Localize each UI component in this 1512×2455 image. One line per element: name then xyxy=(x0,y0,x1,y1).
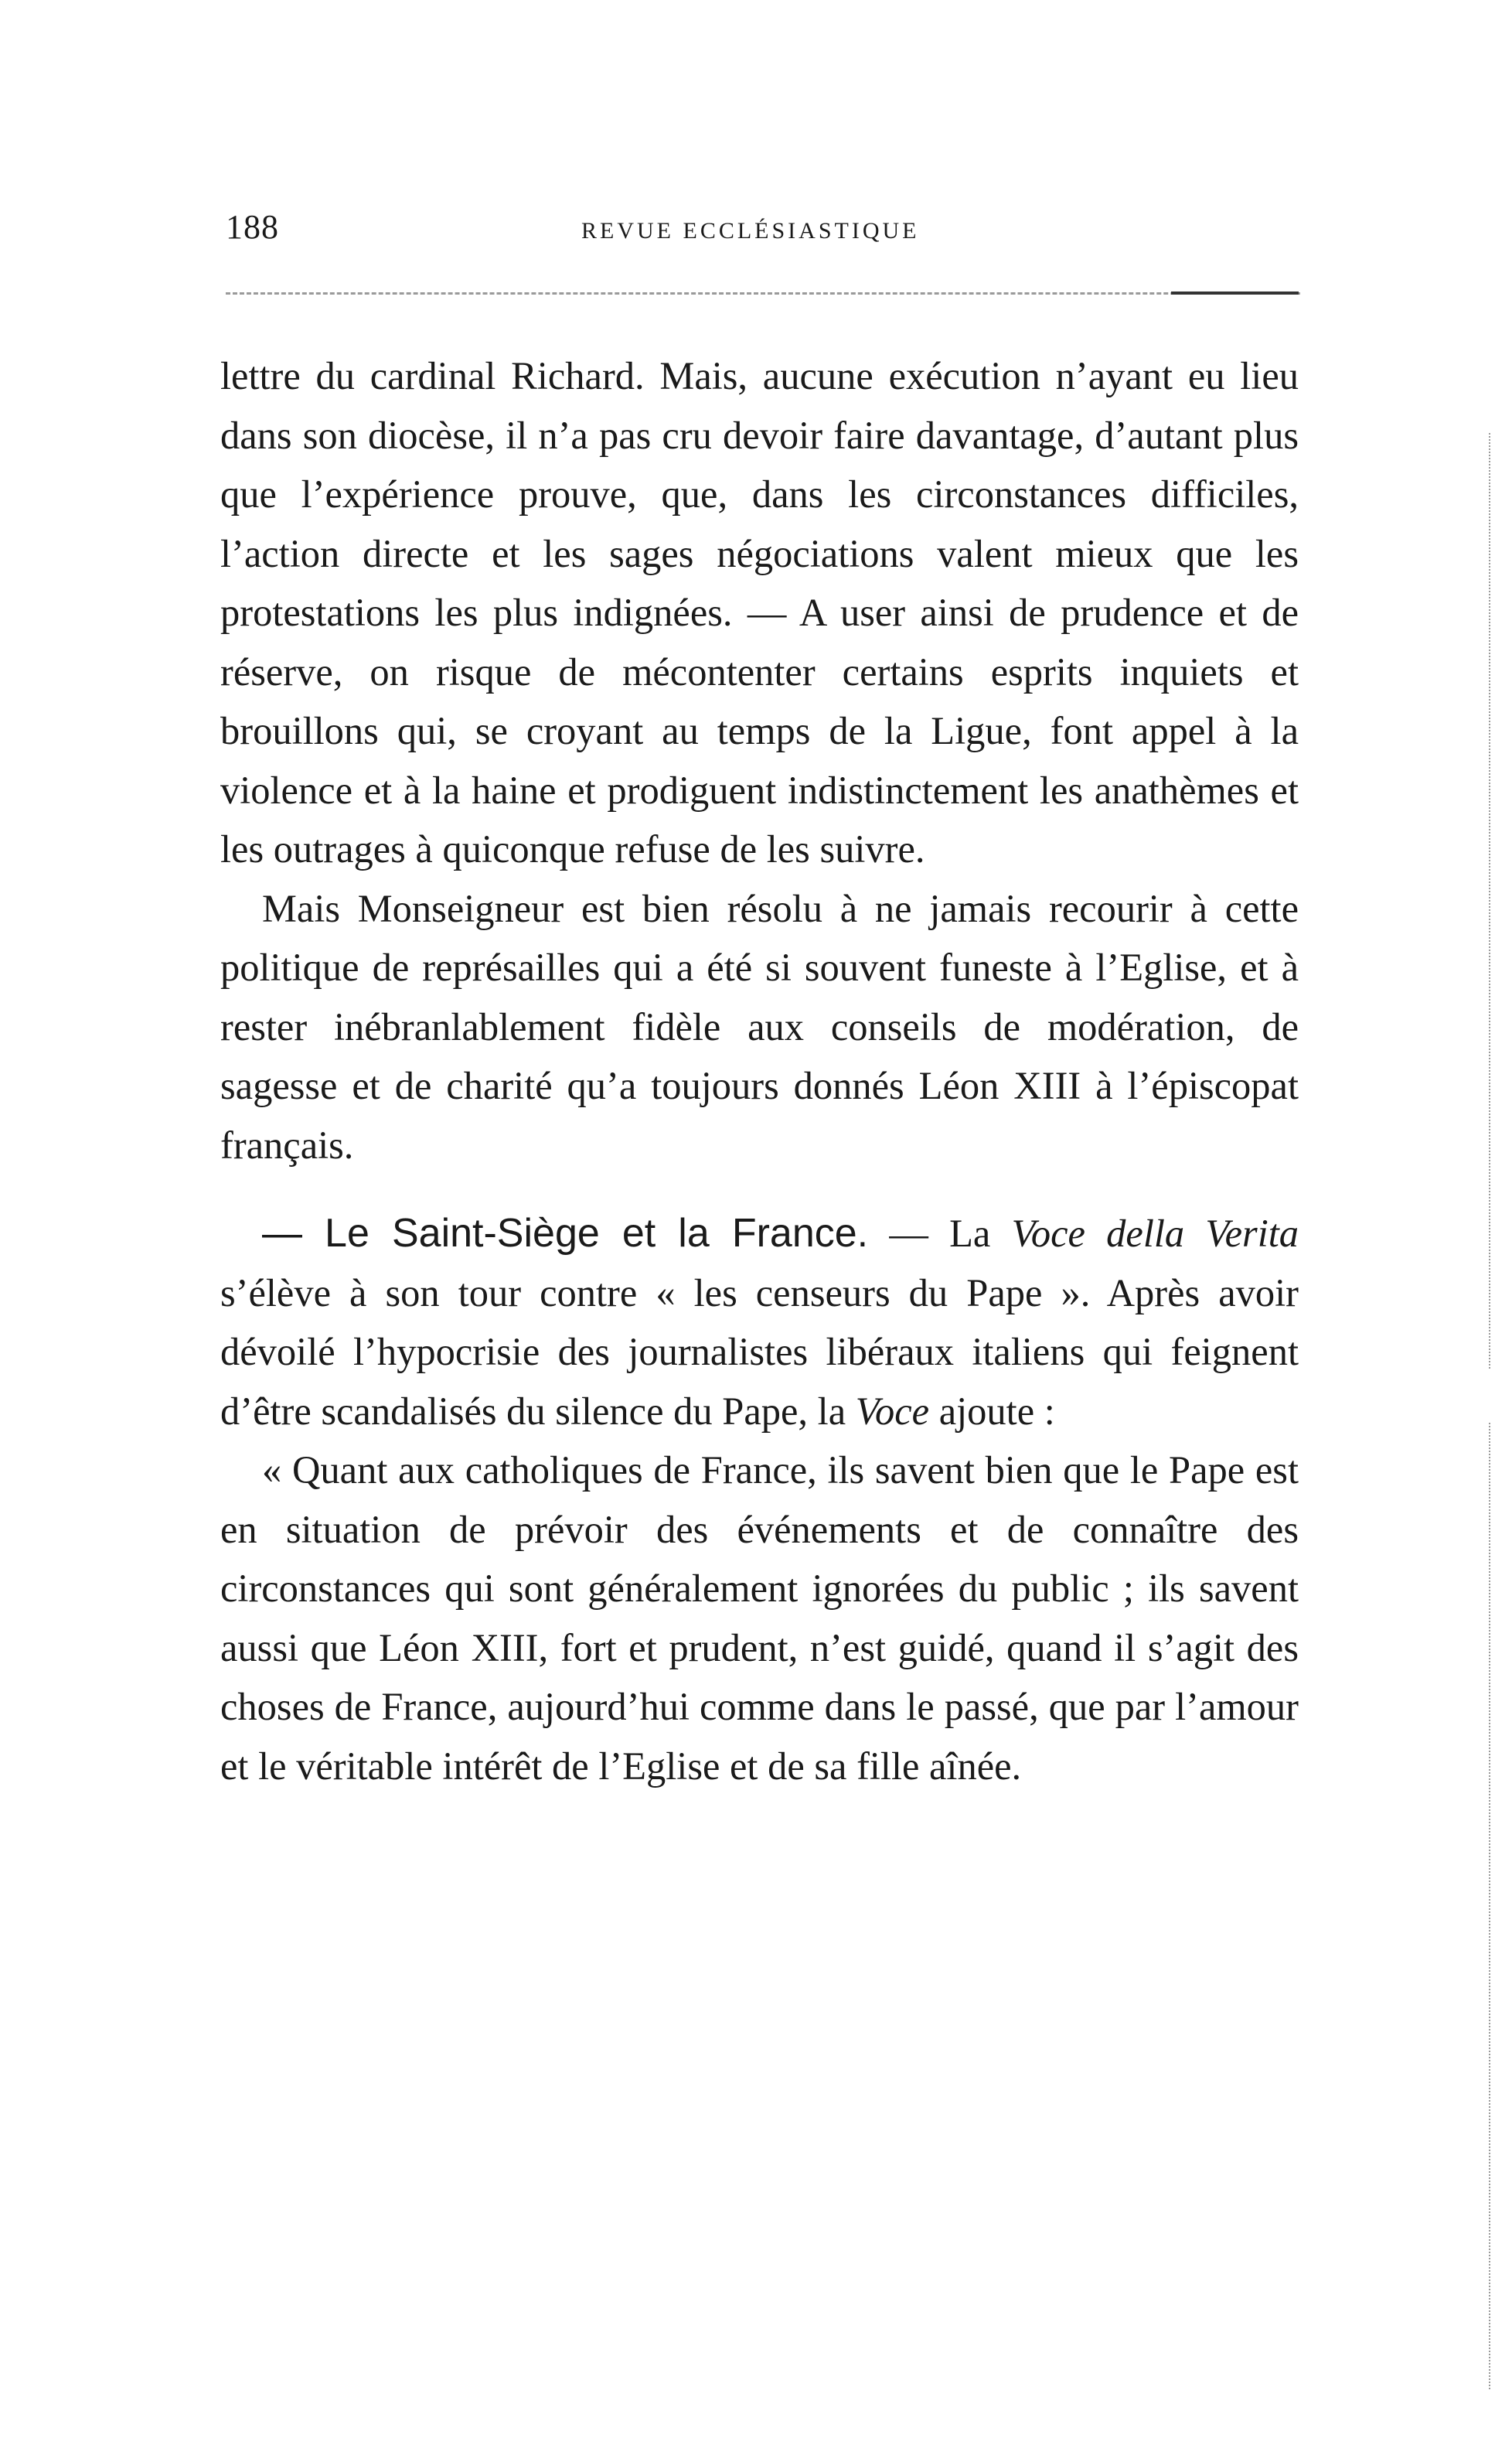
page-number: 188 xyxy=(226,208,279,246)
paragraph-3-text-2: ajoute : xyxy=(929,1389,1055,1433)
newspaper-short-title: Voce xyxy=(855,1389,930,1433)
paragraph-2: Mais Monseigneur est bien résolu à ne jamais recourir à cette politique de représailles qui a été si souvent funeste à l’Eglise, et à rester inébranlablement fidèle aux conseils de modération, de sagesse et de charité qu’a toujours donnés Léon XIII à l’épiscopat français. xyxy=(220,886,1299,1167)
margin-scan-line xyxy=(1489,433,1490,1369)
margin-scan-line-lower xyxy=(1489,1423,1490,2389)
running-title: REVUE ECCLÉSIASTIQUE xyxy=(581,218,920,244)
section-dash: — La xyxy=(868,1212,1012,1255)
page-header xyxy=(226,207,1308,254)
paragraph-4: « Quant aux catholiques de France, ils savent bien que le Pape est en situation de prévoir des événements et de connaître des circonstances qui sont généralement ignorées du public ; ils savent aussi que Léon XIII, fort et prudent, n’est guidé, quand il s’agit des choses de France, aujourd’hui comme dans le passé, que par l’amour et le véritable intérêt de l’Eglise et de sa fille aînée. xyxy=(220,1448,1299,1788)
newspaper-title: Voce della Verita xyxy=(1011,1212,1299,1255)
header-rule-solid xyxy=(1171,292,1299,295)
paragraph-3-text-1: s’élève à son tour contre « les censeurs du Pape ». Après avoir dévoilé l’hypocrisie des journalistes libéraux italiens qui feignent d’être scandalisés du silence du Pape, la xyxy=(220,1270,1299,1433)
body-text xyxy=(220,346,1299,1795)
section-title: — Le Saint-Siège et la France. xyxy=(262,1211,869,1256)
header-rule xyxy=(226,292,1300,295)
paragraph-1: lettre du cardinal Richard. Mais, aucune exécution n’ayant eu lieu dans son diocèse, il n’a pas cru devoir faire davantage, d’autant plus que l’expérience prouve, que, dans les circonstances difficiles, l’action directe et les sages négociations valent mieux que les protestations les plus indignées. — A user ainsi de prudence et de réserve, on risque de mécontenter certains esprits inquiets et brouillons qui, se croyant au temps de la Ligue, font appel à la violence et à la haine et prodiguent indistinctement les anathèmes et les outrages à quiconque refuse de les suivre. xyxy=(220,354,1299,871)
paragraph-3 xyxy=(220,1204,1299,1441)
